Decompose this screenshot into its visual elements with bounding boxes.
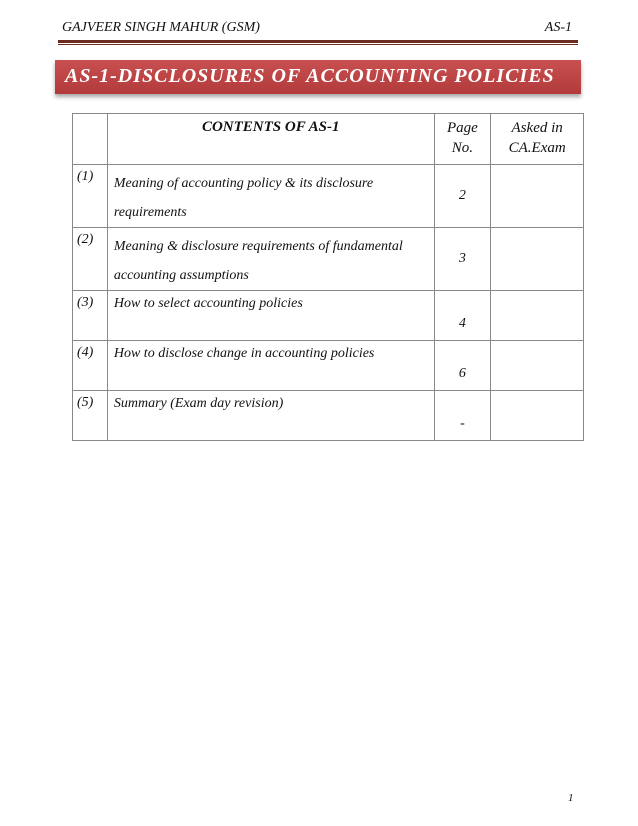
row-description: How to select accounting policies [107,291,434,341]
row-description: Meaning & disclosure requirements of fundamental accounting assumptions [107,228,434,291]
running-header [62,20,572,40]
row-description: How to disclose change in accounting policies [107,341,434,391]
page-number: 1 [568,792,574,804]
table-row [73,291,584,341]
row-number: (2) [73,228,108,291]
table-row [73,165,584,228]
row-page: - [434,391,491,441]
row-asked [491,341,584,391]
row-page: 3 [434,228,491,291]
row-asked [491,228,584,291]
header-page-line1: Page [447,120,478,136]
header-rule-thin [58,44,578,45]
title-banner [55,60,581,94]
section-code: AS-1 [544,20,572,35]
header-asked-line1: Asked in [511,120,563,136]
table-row [73,228,584,291]
row-page: 2 [434,165,491,228]
row-asked [491,291,584,341]
contents-table [72,113,584,441]
header-page-cell [434,114,491,165]
header-rule [58,40,578,43]
row-page: 6 [434,341,491,391]
row-asked [491,165,584,228]
table-row [73,391,584,441]
header-asked-line2: CA.Exam [508,140,566,156]
row-number: (3) [73,291,108,341]
row-number: (1) [73,165,108,228]
table-header-row [73,114,584,165]
row-number: (4) [73,341,108,391]
row-description: Meaning of accounting policy & its disclosure requirements [107,165,434,228]
row-page: 4 [434,291,491,341]
row-number: (5) [73,391,108,441]
row-asked [491,391,584,441]
header-page-line2: No. [451,140,474,156]
header-num-cell [73,114,108,165]
header-asked-cell [491,114,584,165]
table-row [73,341,584,391]
page-title: AS-1-DISCLOSURES OF ACCOUNTING POLICIES [65,65,555,87]
author-name: GAJVEER SINGH MAHUR (GSM) [62,20,260,35]
row-description: Summary (Exam day revision) [107,391,434,441]
header-title-cell: CONTENTS OF AS-1 [107,114,434,165]
